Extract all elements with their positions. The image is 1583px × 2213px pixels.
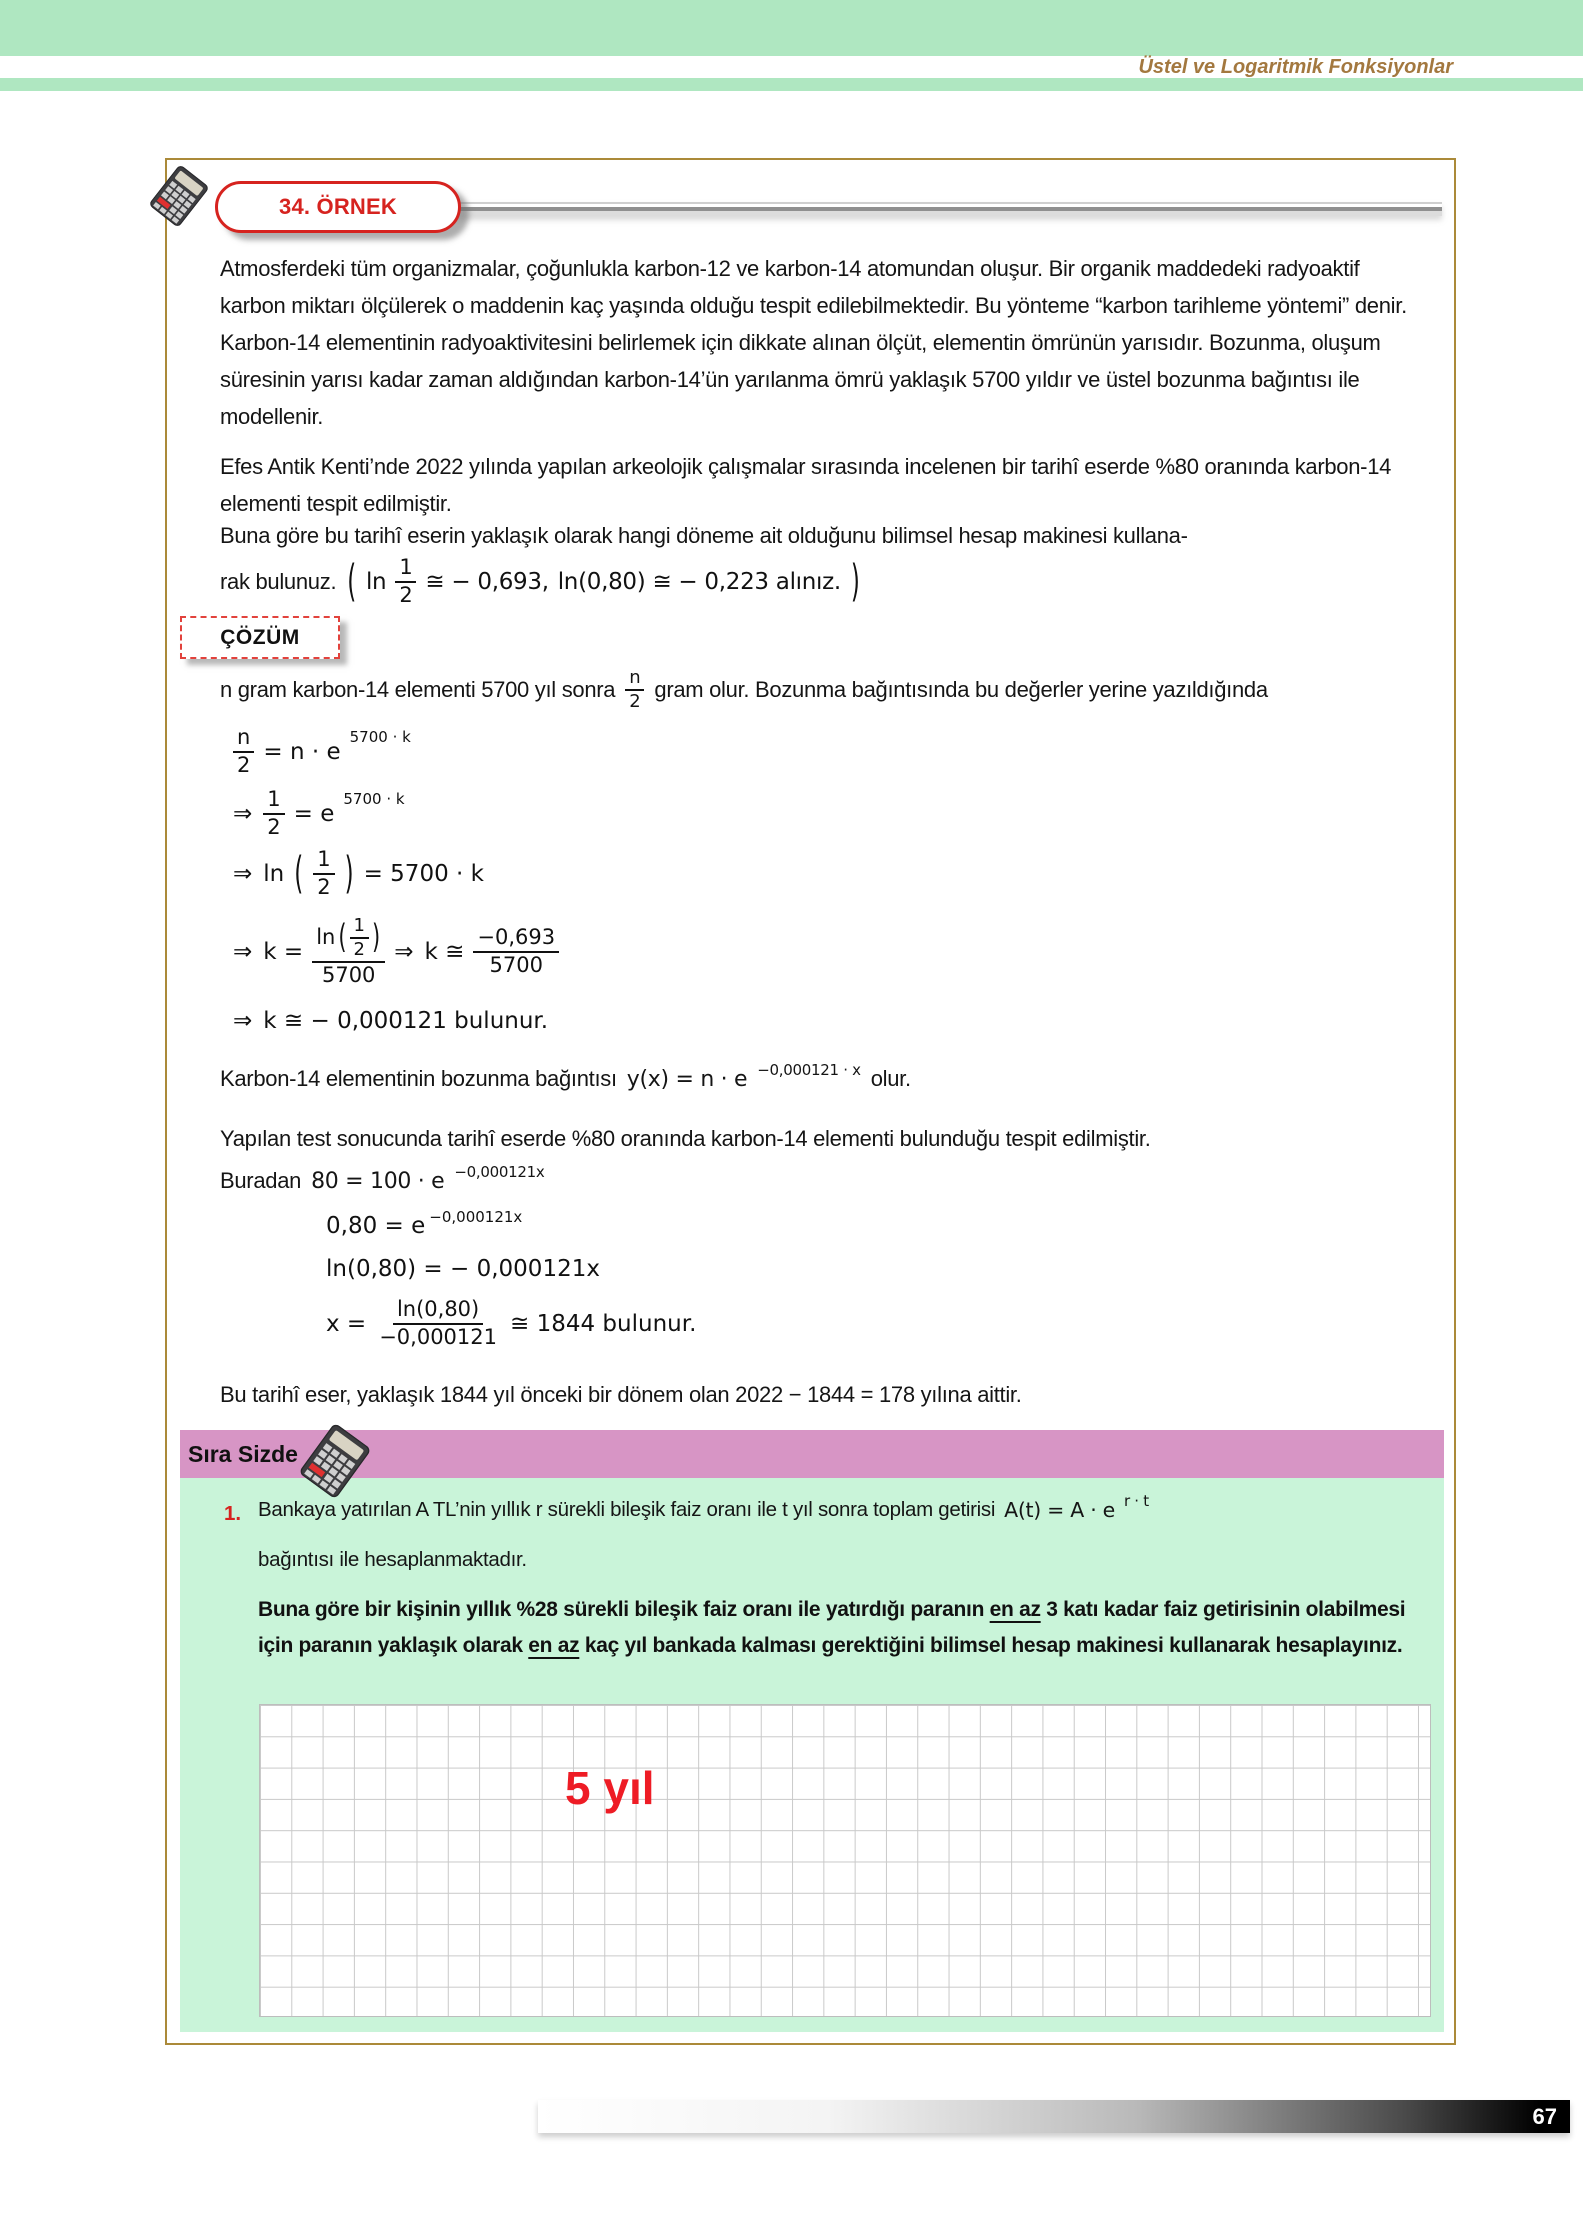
fraction-half: 1 2 xyxy=(395,556,416,607)
solution-label: ÇÖZÜM xyxy=(220,625,300,649)
sira-sizde-title: Sıra Sizde xyxy=(188,1440,298,1467)
solution-intro: n gram karbon-14 elementi 5700 yıl sonra n 2 gram olur. Bozunma bağıntısında bu değerler yerine yazıldığında xyxy=(220,667,1268,712)
big-fraction: ln ( 1 2 ) 5700 xyxy=(312,916,385,988)
implies-arrow: ⇒ xyxy=(233,800,253,827)
decay-relation-line: Karbon-14 elementinin bozunma bağıntısı y(x) = n · e −0,000121 · x olur. xyxy=(220,1061,911,1092)
implies-arrow: ⇒ xyxy=(233,860,253,887)
hint-value-1: ≅ − 0,693, xyxy=(425,568,549,595)
page-number: 67 xyxy=(1532,2103,1557,2129)
implies-arrow: ⇒ xyxy=(394,938,414,965)
equation-2: ⇒ $\frac{1}{2}$ = e 5700 · k xyxy=(233,787,405,839)
fraction-n-2: n 2 xyxy=(625,668,644,712)
equation-1: $\frac{n}{2}$ = n · e 5700 · k xyxy=(233,726,411,777)
close-paren: ) xyxy=(850,556,860,607)
question-line-2 xyxy=(220,556,861,607)
handwritten-answer: 5 yıl xyxy=(565,1762,655,1814)
example-paragraph-2: Efes Antik Kenti’nde 2022 yılında yapılan arkeolojik çalışmalar sırasında incelenen bir tarihî eserde %80 oranında karbon-14 elementi tespit edilmiştir. xyxy=(220,454,1392,516)
page-number-bar xyxy=(538,2100,1570,2133)
ln-symbol: ln xyxy=(365,568,387,595)
example-badge xyxy=(215,181,461,233)
sira-sizde-band xyxy=(180,1430,1444,1478)
sira-sizde-bold-question: Buna göre bir kişinin yıllık %28 sürekli bileşik faiz oranı ile yatırdığı paranın en az 3 katı kadar faiz getirisinin olabilmesi için paranın yaklaşık olarak en az kaç yıl bankada kalması gerektiğini bilimsel hesap makinesi kullanarak hesaplayınız. xyxy=(258,1598,1406,1657)
implies-arrow: ⇒ xyxy=(233,938,253,965)
equation-9: x = $\frac{\ln(0,80)}{-0,000121}$ ≅ 1844 bulunur. xyxy=(326,1297,697,1349)
answer-grid-paper xyxy=(259,1704,1431,2017)
example-badge-label: 34. ÖRNEK xyxy=(279,194,397,219)
equation-8: ln(0,80) = − 0,000121x xyxy=(326,1256,600,1282)
underlined-en-az: en az xyxy=(989,1598,1041,1621)
equation-4: ⇒ k = ln ( 1 2 ) 5700 ⇒ k ≅ −0,693 5700 xyxy=(233,916,559,988)
solution-label-box xyxy=(180,616,340,659)
example-header-rule xyxy=(292,202,1442,216)
hint-value-2: ln(0,80) ≅ − 0,223 alınız. xyxy=(557,568,841,595)
open-paren: ( xyxy=(347,556,356,607)
top-green-band-thin xyxy=(0,78,1583,91)
chapter-title: Üstel ve Logaritmik Fonksiyonlar xyxy=(1138,55,1453,78)
ln-symbol: ln xyxy=(263,860,285,887)
top-green-band xyxy=(0,0,1583,56)
conclusion-line: Bu tarihî eser, yaklaşık 1844 yıl önceki bir dönem olan 2022 − 1844 = 178 yılına aittir. xyxy=(220,1382,1022,1407)
header-strip xyxy=(0,56,1583,78)
test-result-line: Yapılan test sonucunda tarihî eserde %80 oranında karbon-14 elementi bulunduğu tespit edilmiştir. xyxy=(220,1126,1151,1151)
sira-sizde-question-line-2: bağıntısı ile hesaplanmaktadır. xyxy=(258,1548,527,1571)
implies-arrow: ⇒ xyxy=(233,1008,253,1034)
underlined-en-az: en az xyxy=(528,1634,580,1657)
hint-formula xyxy=(346,556,860,607)
equation-7: 0,80 = e −0,000121x xyxy=(326,1208,523,1239)
sira-sizde-question-line-1: Bankaya yatırılan A TL’nin yıllık r sürekli bileşik faiz oranı ile t yıl sonra toplam getirisi A(t) = A · e r · t xyxy=(258,1492,1149,1522)
equation-5: ⇒ k ≅ − 0,000121 bulunur. xyxy=(233,1008,549,1034)
question-line-2-text: rak bulunuz. xyxy=(220,568,337,594)
equation-6: Buradan 80 = 100 · e −0,000121x xyxy=(220,1163,545,1194)
equation-3: ⇒ ln ( 1 2 ) = 5700 · k xyxy=(233,847,484,899)
example-paragraph-1: Atmosferdeki tüm organizmalar, çoğunlukla karbon-12 ve karbon-14 atomundan oluşur. Bir organik maddedeki radyoaktif karbon miktarı ölçülerek o maddenin kaç yaşında olduğu tespit edilebilmektedir. Bu yönteme “karbon tarihleme yöntemi” denir. Karbon-14 elementinin radyoaktivitesini belirlemek için dikkate alınan ölçüt, elementin ömrünün yarısıdır. Bozunma, oluşum süresinin yarısı kadar zaman aldığından karbon-14’ün yarılanma ömrü yaklaşık 5700 yıldır ve üstel bozunma bağıntısı ile modellenir. xyxy=(220,256,1407,429)
item-number: 1. xyxy=(224,1502,242,1525)
question-line-1: Buna göre bu tarihî eserin yaklaşık olarak hangi döneme ait olduğunu bilimsel hesap makinesi kullana- xyxy=(220,523,1188,548)
